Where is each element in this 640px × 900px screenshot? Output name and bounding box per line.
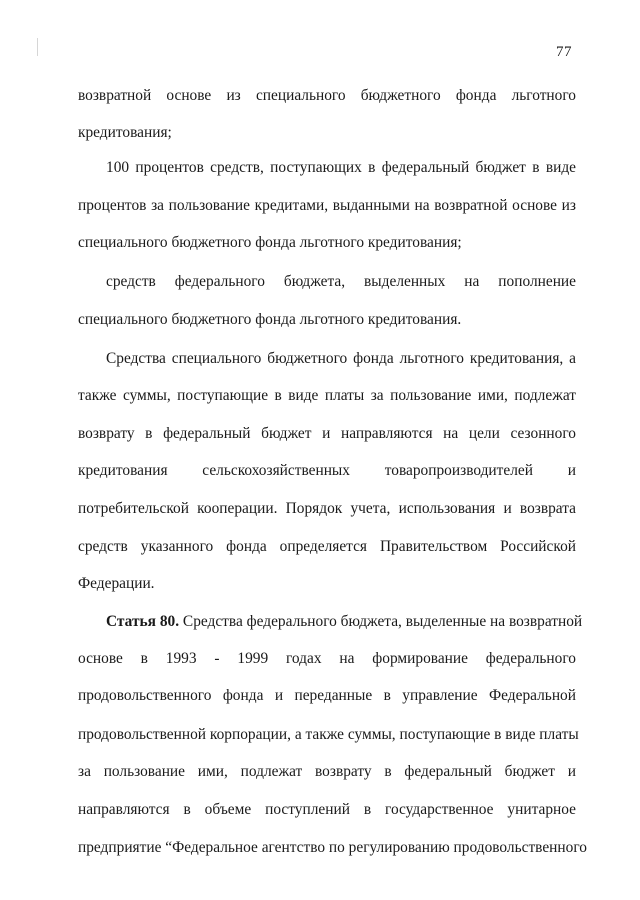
article-text: Средства федерального бюджета, выделенные на возвратной xyxy=(179,613,583,630)
text-line: средств федерального бюджета, выделенных на пополнение xyxy=(106,273,576,290)
text-line: специального бюджетного фонда льготного кредитования; xyxy=(78,234,462,251)
text-line: также суммы, поступающие в виде платы за пользование ими, подлежат xyxy=(78,387,576,404)
text-line: 100 процентов средств, поступающих в федеральный бюджет в виде xyxy=(106,159,576,176)
text-line: потребительской кооперации. Порядок учета, использования и возврата xyxy=(78,500,576,517)
text-line: кредитования; xyxy=(78,124,172,141)
article-line xyxy=(106,612,583,632)
text-line: направляются в объеме поступлений в государственное унитарное xyxy=(78,801,576,818)
text-line: предприятие “Федеральное агентство по регулированию продовольственного xyxy=(78,839,587,856)
text-line: кредитования сельскохозяйственных товаропроизводителей и xyxy=(78,462,576,479)
text-line: за пользование ими, подлежат возврату в федеральный бюджет и xyxy=(78,763,576,780)
page-number: 77 xyxy=(556,44,572,60)
text-line: продовольственного фонда и переданные в управление Федеральной xyxy=(78,687,576,704)
text-line: средств указанного фонда определяется Правительством Российской xyxy=(78,538,576,555)
text-line: Средства специального бюджетного фонда льготного кредитования, а xyxy=(106,350,576,367)
text-line: специального бюджетного фонда льготного кредитования. xyxy=(78,311,462,328)
text-line: основе в 1993 - 1999 годах на формирование федерального xyxy=(78,650,576,667)
text-line: возвратной основе из специального бюджетного фонда льготного xyxy=(78,87,576,104)
scan-margin-mark xyxy=(37,38,38,56)
text-line: Федерации. xyxy=(78,575,155,592)
text-line: процентов за пользование кредитами, выданными на возвратной основе из xyxy=(78,197,576,214)
article-heading: Статья 80. xyxy=(106,613,180,630)
text-line: продовольственной корпорации, а также суммы, поступающие в виде платы xyxy=(78,726,579,743)
text-line: возврату в федеральный бюджет и направляются на цели сезонного xyxy=(78,425,576,442)
